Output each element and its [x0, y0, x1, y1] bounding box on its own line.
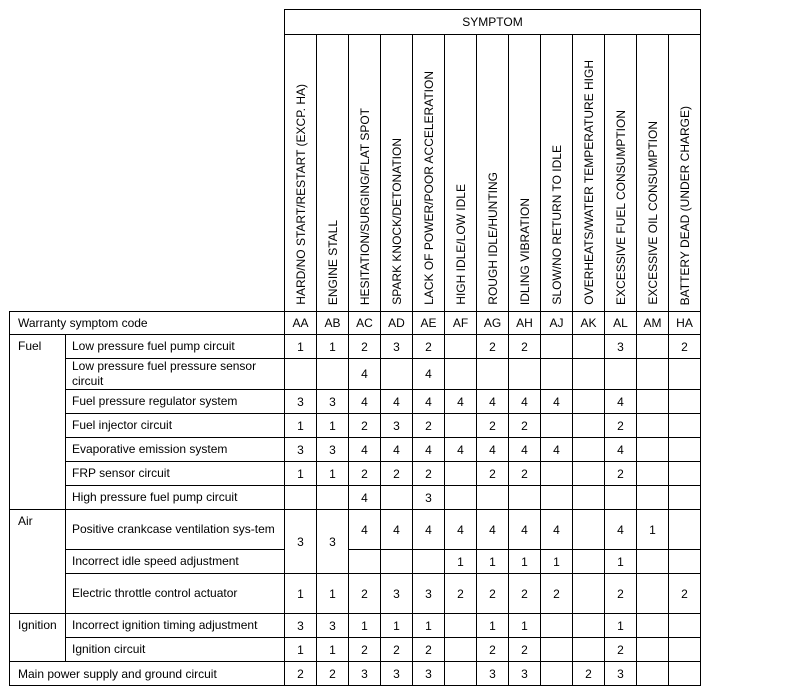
warranty-code-5: AF [445, 312, 477, 335]
row-label: Positive crankcase ventilation sys-tem [66, 510, 285, 550]
value-cell [509, 359, 541, 390]
value-cell: 4 [349, 510, 381, 550]
value-cell [637, 550, 669, 574]
symptom-header-3 [381, 35, 413, 312]
value-cell: 4 [605, 510, 637, 550]
symptom-label: LACK OF POWER/POOR ACCELERATION [421, 71, 436, 305]
value-cell: 1 [413, 614, 445, 638]
row-label: Incorrect idle speed adjustment [66, 550, 285, 574]
value-cell: 4 [477, 438, 509, 462]
value-cell: 4 [605, 438, 637, 462]
symptom-header-0 [285, 35, 317, 312]
value-cell: 4 [477, 390, 509, 414]
symptom-label: HARD/NO START/RESTART (EXCP. HA) [293, 84, 308, 305]
value-cell [637, 574, 669, 614]
value-cell: 4 [509, 390, 541, 414]
value-cell: 3 [381, 414, 413, 438]
value-cell [669, 662, 701, 686]
symptom-label: HESITATION/SURGING/FLAT SPOT [357, 107, 372, 305]
value-cell [637, 638, 669, 662]
value-cell: 4 [509, 438, 541, 462]
value-cell [445, 359, 477, 390]
value-cell [637, 359, 669, 390]
value-cell [637, 462, 669, 486]
value-cell [669, 438, 701, 462]
value-cell: 1 [285, 462, 317, 486]
value-cell: 2 [413, 414, 445, 438]
row-label: Fuel pressure regulator system [66, 390, 285, 414]
value-cell: 1 [605, 614, 637, 638]
value-cell [573, 438, 605, 462]
symptom-label: EXCESSIVE OIL CONSUMPTION [645, 121, 660, 305]
category-air: Air [10, 510, 66, 614]
value-cell: 1 [509, 550, 541, 574]
value-cell: 1 [445, 550, 477, 574]
value-cell: 2 [477, 574, 509, 614]
value-cell: 4 [541, 390, 573, 414]
value-cell [349, 550, 381, 574]
value-cell [381, 486, 413, 510]
value-cell: 2 [285, 662, 317, 686]
value-cell [381, 550, 413, 574]
value-cell [669, 359, 701, 390]
symptom-header-8 [541, 35, 573, 312]
value-cell: 1 [381, 614, 413, 638]
value-cell: 4 [381, 390, 413, 414]
warranty-code-3: AD [381, 312, 413, 335]
value-cell [509, 486, 541, 510]
table-corner [10, 10, 285, 312]
value-cell [285, 359, 317, 390]
value-cell: 4 [413, 390, 445, 414]
value-cell: 1 [285, 335, 317, 359]
value-cell [573, 638, 605, 662]
symptom-label: IDLING VIBRATION [517, 197, 532, 305]
value-cell [669, 550, 701, 574]
value-cell [541, 614, 573, 638]
value-cell: 4 [413, 438, 445, 462]
value-cell [573, 550, 605, 574]
value-cell: 4 [413, 359, 445, 390]
value-cell [541, 335, 573, 359]
warranty-code-0: AA [285, 312, 317, 335]
value-cell: 2 [477, 462, 509, 486]
value-cell: 3 [381, 335, 413, 359]
value-cell: 2 [605, 574, 637, 614]
warranty-code-7: AH [509, 312, 541, 335]
value-cell: 2 [381, 462, 413, 486]
value-cell: 2 [413, 335, 445, 359]
value-cell [573, 462, 605, 486]
value-cell: 4 [541, 438, 573, 462]
table-row [10, 414, 701, 438]
symptom-label: ROUGH IDLE/HUNTING [485, 172, 500, 305]
value-cell [637, 390, 669, 414]
value-cell [669, 414, 701, 438]
value-cell [573, 414, 605, 438]
value-cell: 2 [477, 414, 509, 438]
table-row [10, 662, 701, 686]
value-cell [285, 486, 317, 510]
value-cell [445, 414, 477, 438]
value-cell [541, 486, 573, 510]
row-label: Low pressure fuel pump circuit [66, 335, 285, 359]
value-cell: 2 [413, 638, 445, 662]
table-row [10, 438, 701, 462]
value-cell [605, 486, 637, 510]
table-row [10, 335, 701, 359]
value-cell: 4 [509, 510, 541, 550]
symptom-header-5 [445, 35, 477, 312]
symptom-label: HIGH IDLE/LOW IDLE [453, 184, 468, 305]
row-label-main-power: Main power supply and ground circuit [10, 662, 285, 686]
symptom-header-12 [669, 35, 701, 312]
symptom-label: SLOW/NO RETURN TO IDLE [549, 145, 564, 305]
value-cell [637, 662, 669, 686]
value-cell: 3 [285, 510, 317, 574]
symptom-label: SPARK KNOCK/DETONATION [389, 138, 404, 305]
value-cell: 2 [381, 638, 413, 662]
row-label: High pressure fuel pump circuit [66, 486, 285, 510]
value-cell [637, 486, 669, 510]
value-cell: 4 [349, 486, 381, 510]
value-cell: 3 [285, 438, 317, 462]
warranty-code-11: AM [637, 312, 669, 335]
value-cell: 3 [381, 662, 413, 686]
table-row [10, 390, 701, 414]
symptom-header-4 [413, 35, 445, 312]
value-cell: 3 [285, 390, 317, 414]
table-row [10, 486, 701, 510]
row-label: Incorrect ignition timing adjustment [66, 614, 285, 638]
value-cell [637, 438, 669, 462]
value-cell [669, 510, 701, 550]
value-cell: 3 [349, 662, 381, 686]
value-cell: 3 [477, 662, 509, 686]
value-cell: 1 [541, 550, 573, 574]
warranty-code-label: Warranty symptom code [10, 312, 285, 335]
value-cell: 2 [317, 662, 349, 686]
value-cell: 4 [413, 510, 445, 550]
value-cell: 2 [349, 574, 381, 614]
symptom-header-11 [637, 35, 669, 312]
value-cell: 2 [509, 414, 541, 438]
value-cell: 3 [605, 335, 637, 359]
value-cell: 3 [605, 662, 637, 686]
warranty-code-10: AL [605, 312, 637, 335]
symptom-label: ENGINE STALL [325, 219, 340, 305]
value-cell: 1 [285, 414, 317, 438]
symptom-matrix-table [9, 9, 701, 686]
value-cell: 3 [413, 486, 445, 510]
value-cell [541, 662, 573, 686]
table-row [10, 510, 701, 550]
value-cell [605, 359, 637, 390]
symptom-header-9 [573, 35, 605, 312]
table-row [10, 574, 701, 614]
value-cell: 4 [349, 390, 381, 414]
value-cell: 3 [317, 438, 349, 462]
value-cell [317, 359, 349, 390]
table-row [10, 638, 701, 662]
symptom-header: SYMPTOM [285, 10, 701, 35]
warranty-code-row [10, 312, 701, 335]
value-cell: 2 [349, 638, 381, 662]
value-cell: 1 [317, 335, 349, 359]
value-cell: 3 [285, 614, 317, 638]
value-cell: 3 [317, 390, 349, 414]
table-row [10, 462, 701, 486]
value-cell: 2 [477, 335, 509, 359]
value-cell: 4 [445, 390, 477, 414]
value-cell: 2 [349, 462, 381, 486]
value-cell: 1 [317, 574, 349, 614]
value-cell: 3 [413, 662, 445, 686]
value-cell [573, 390, 605, 414]
value-cell: 3 [509, 662, 541, 686]
symptom-header-6 [477, 35, 509, 312]
symptom-header-2 [349, 35, 381, 312]
value-cell: 1 [637, 510, 669, 550]
value-cell: 1 [509, 614, 541, 638]
value-cell [669, 462, 701, 486]
warranty-code-4: AE [413, 312, 445, 335]
value-cell: 2 [541, 574, 573, 614]
value-cell: 3 [317, 614, 349, 638]
value-cell: 1 [317, 414, 349, 438]
value-cell [445, 638, 477, 662]
value-cell [637, 414, 669, 438]
warranty-code-9: AK [573, 312, 605, 335]
value-cell: 4 [477, 510, 509, 550]
value-cell [573, 574, 605, 614]
category-fuel: Fuel [10, 335, 66, 510]
value-cell: 4 [381, 510, 413, 550]
table-body [10, 335, 701, 686]
value-cell: 4 [349, 438, 381, 462]
value-cell [669, 486, 701, 510]
value-cell [445, 614, 477, 638]
value-cell [477, 359, 509, 390]
value-cell: 4 [381, 438, 413, 462]
value-cell: 2 [669, 574, 701, 614]
value-cell [445, 486, 477, 510]
symptom-label: BATTERY DEAD (UNDER CHARGE) [677, 105, 692, 305]
symptom-label: OVERHEATS/WATER TEMPERATURE HIGH [581, 60, 596, 305]
row-label: Low pressure fuel pressure sensor circuit [66, 359, 285, 390]
value-cell: 3 [413, 574, 445, 614]
value-cell: 3 [317, 510, 349, 574]
symptom-header-7 [509, 35, 541, 312]
value-cell: 2 [445, 574, 477, 614]
value-cell: 4 [445, 510, 477, 550]
value-cell: 1 [285, 574, 317, 614]
value-cell: 2 [605, 414, 637, 438]
row-label: FRP sensor circuit [66, 462, 285, 486]
value-cell: 2 [573, 662, 605, 686]
row-label: Ignition circuit [66, 638, 285, 662]
value-cell: 2 [349, 414, 381, 438]
value-cell [573, 510, 605, 550]
table-row [10, 614, 701, 638]
value-cell [477, 486, 509, 510]
value-cell: 2 [509, 574, 541, 614]
row-label: Electric throttle control actuator [66, 574, 285, 614]
value-cell [669, 638, 701, 662]
value-cell: 2 [669, 335, 701, 359]
value-cell: 2 [605, 462, 637, 486]
value-cell [445, 335, 477, 359]
value-cell: 1 [317, 638, 349, 662]
value-cell [541, 414, 573, 438]
value-cell: 2 [477, 638, 509, 662]
value-cell [445, 662, 477, 686]
symptom-label: EXCESSIVE FUEL CONSUMPTION [613, 110, 628, 305]
value-cell [669, 614, 701, 638]
symptom-header-1 [317, 35, 349, 312]
value-cell: 1 [349, 614, 381, 638]
value-cell: 4 [445, 438, 477, 462]
value-cell [541, 638, 573, 662]
value-cell [381, 359, 413, 390]
value-cell [573, 486, 605, 510]
value-cell: 2 [413, 462, 445, 486]
warranty-code-12: HA [669, 312, 701, 335]
value-cell: 2 [605, 638, 637, 662]
value-cell [413, 550, 445, 574]
value-cell [541, 462, 573, 486]
value-cell: 4 [349, 359, 381, 390]
warranty-code-6: AG [477, 312, 509, 335]
value-cell [573, 359, 605, 390]
value-cell: 1 [317, 462, 349, 486]
table-row [10, 550, 701, 574]
row-label: Evaporative emission system [66, 438, 285, 462]
warranty-code-2: AC [349, 312, 381, 335]
value-cell [669, 390, 701, 414]
value-cell [637, 335, 669, 359]
table-row [10, 359, 701, 390]
value-cell: 4 [605, 390, 637, 414]
warranty-code-8: AJ [541, 312, 573, 335]
symptom-header-10 [605, 35, 637, 312]
row-label: Fuel injector circuit [66, 414, 285, 438]
value-cell: 1 [285, 638, 317, 662]
warranty-code-1: AB [317, 312, 349, 335]
value-cell: 2 [509, 335, 541, 359]
value-cell: 1 [605, 550, 637, 574]
value-cell [573, 614, 605, 638]
value-cell [317, 486, 349, 510]
value-cell: 1 [477, 550, 509, 574]
value-cell: 2 [509, 462, 541, 486]
value-cell: 4 [541, 510, 573, 550]
value-cell [573, 335, 605, 359]
value-cell [445, 462, 477, 486]
value-cell: 2 [349, 335, 381, 359]
value-cell [637, 614, 669, 638]
value-cell [541, 359, 573, 390]
value-cell: 2 [509, 638, 541, 662]
value-cell: 3 [381, 574, 413, 614]
value-cell: 1 [477, 614, 509, 638]
category-ignition: Ignition [10, 614, 66, 662]
